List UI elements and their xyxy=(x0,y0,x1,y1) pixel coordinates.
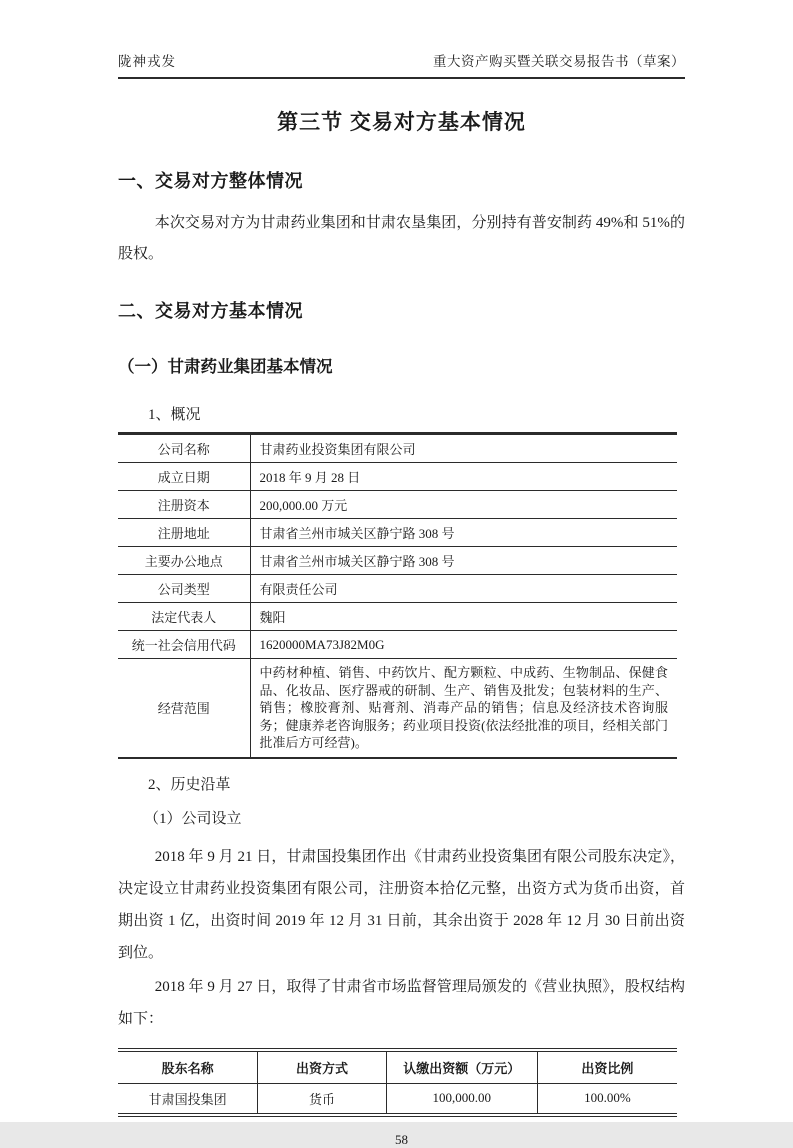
company-info-row xyxy=(118,631,677,659)
para-overall-situation: 本次交易对方为甘肃药业集团和甘肃农垦集团，分别持有普安制药 49%和 51%的股权。 xyxy=(118,215,685,262)
shareholder-ratio: 100.00% xyxy=(537,1083,677,1115)
subheading-overview: 1、概况 xyxy=(148,407,201,423)
header-report-title: 重大资产购买暨关联交易报告书（草案） xyxy=(433,54,685,69)
company-info-label: 注册地址 xyxy=(118,519,250,547)
company-info-label: 主要办公地点 xyxy=(118,547,250,575)
company-info-value-business-scope: 中药材种植、销售、中药饮片、配方颗粒、中成药、生物制品、保健食品、化妆品、医疗器戒的研制、生产、销售及批发；包装材料的生产、销售；橡胶膏剂、贴膏剂、消毒产品的销售；信息及经济技术咨询服务；健康养老咨询服务；药业项目投资(依法经批准的项目，经相关部门批准后方可经营)。 xyxy=(259,665,668,750)
shareholder-header-mode: 出资方式 xyxy=(258,1050,387,1084)
para-establishment-2: 2018 年 9 月 27 日，取得了甘肃省市场监督管理局颁发的《营业执照》，股权结构如下： xyxy=(118,978,685,1027)
shareholder-table-row xyxy=(118,1083,677,1115)
shareholder-structure-table xyxy=(118,1048,677,1117)
company-info-row xyxy=(118,491,677,519)
company-info-table xyxy=(118,432,677,759)
company-info-row xyxy=(118,547,677,575)
company-info-value: 200,000.00 万元 xyxy=(259,498,348,513)
company-info-row xyxy=(118,463,677,491)
company-info-value: 甘肃省兰州市城关区静宁路 308 号 xyxy=(259,554,455,569)
shareholder-header-amount: 认缴出资额（万元） xyxy=(386,1050,537,1084)
company-info-label: 注册资本 xyxy=(118,491,250,519)
shareholder-mode: 货币 xyxy=(258,1083,387,1115)
company-info-value: 1620000MA73J82M0G xyxy=(259,636,385,652)
company-info-value: 魏阳 xyxy=(259,610,286,625)
company-info-label: 法定代表人 xyxy=(118,603,250,631)
company-info-row xyxy=(118,434,677,463)
heading-gansu-pharma-basics: （一）甘肃药业集团基本情况 xyxy=(118,358,333,376)
shareholder-header-name: 股东名称 xyxy=(161,1060,214,1076)
company-info-row xyxy=(118,575,677,603)
heading-overall-situation: 一、交易对方整体情况 xyxy=(118,171,303,191)
shareholder-amount: 100,000.00 xyxy=(386,1083,537,1115)
company-info-label: 经营范围 xyxy=(118,659,250,758)
company-info-value: 甘肃药业投资集团有限公司 xyxy=(259,442,416,457)
company-info-label: 公司类型 xyxy=(118,575,250,603)
header-company-short-name: 陇神戎发 xyxy=(118,54,176,69)
company-info-value: 甘肃省兰州市城关区静宁路 308 号 xyxy=(259,526,455,541)
company-info-label: 公司名称 xyxy=(118,434,250,463)
running-header xyxy=(118,0,685,79)
company-info-label: 统一社会信用代码 xyxy=(118,631,250,659)
company-info-value: 有限责任公司 xyxy=(259,582,338,597)
subheading-establishment: （1）公司设立 xyxy=(144,810,242,827)
company-info-row xyxy=(118,603,677,631)
heading-counterparty-basics: 二、交易对方基本情况 xyxy=(118,301,303,321)
para-establishment-1: 2018 年 9 月 21 日，甘肃国投集团作出《甘肃药业投资集团有限公司股东决定》，决定设立甘肃药业投资集团有限公司，注册资本拾亿元整，出资方式为货币出资，首期出资 1 亿，出资时间 2019 年 12 月 31 日前，其余出资于 2028 年 12 月 30 日前出资到位。 xyxy=(118,848,685,961)
company-info-label: 成立日期 xyxy=(118,463,250,491)
page-number: 58 xyxy=(395,1131,408,1147)
shareholder-header-ratio: 出资比例 xyxy=(537,1050,677,1084)
subheading-history: 2、历史沿革 xyxy=(148,776,231,793)
company-info-row xyxy=(118,659,677,758)
shareholder-name: 甘肃国投集团 xyxy=(148,1091,227,1107)
shareholder-table-header-row xyxy=(118,1050,677,1084)
company-info-value: 2018 年 9 月 28 日 xyxy=(259,470,361,485)
company-info-row xyxy=(118,519,677,547)
chapter-title: 第三节 交易对方基本情况 xyxy=(277,111,526,134)
